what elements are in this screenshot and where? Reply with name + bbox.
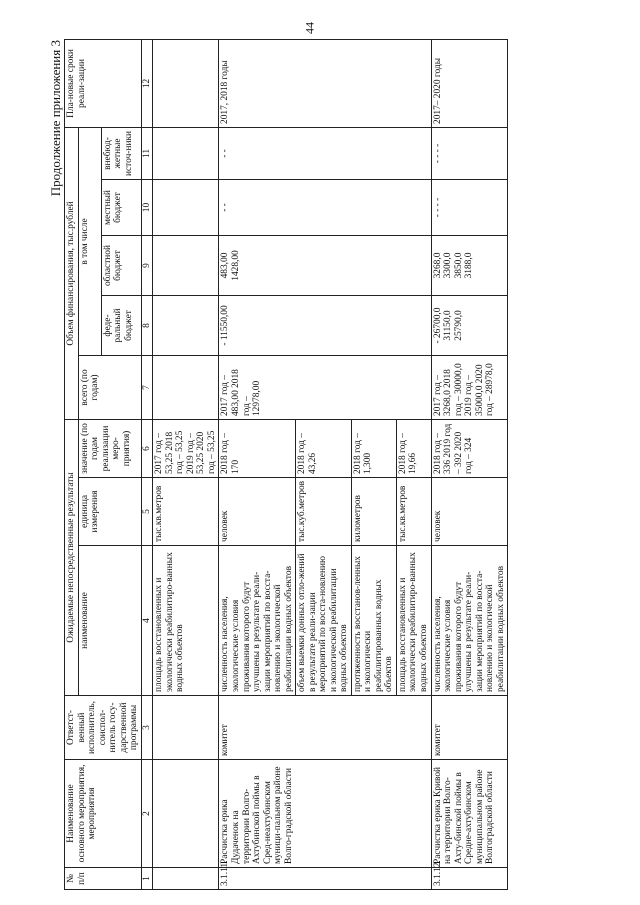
result-name: численность населения, экологические условия проживания которого будут улучшены в результате реали-зации мероприятий по восста-новлению и экологической реабилитации водных объектов [219,546,296,696]
result-unit: человек [219,478,296,546]
index-row [141,39,153,889]
index-cell: 10 [141,180,153,236]
index-cell: 5 [141,478,153,546]
index-cell: 11 [141,127,153,179]
table-row [153,39,219,889]
funding-local: - - [219,180,431,236]
header-value: значение (по годам реализации меро-приятия) [78,420,141,478]
result-name: объем выемки донных отло-жений в результате реали-зации мероприятий по восста-новлению и экологической реабилитации водных объектов [296,546,352,696]
row-number: 3.1.12. [431,868,508,890]
result-value: 2018 год – 1,300 [351,420,396,478]
result-unit: тыс.куб.метров [296,478,352,546]
index-cell: 6 [141,420,153,478]
funding-regional: 483,00 1428,00 [219,236,431,296]
table-row [431,39,508,889]
result-value: 2018 год – 170 [219,420,296,478]
header-funding: Объем финансирования, тыс.рублей [65,127,79,419]
result-unit: человек [431,478,508,546]
result-name: численность населения, экологические условия проживания которого будут улучшены в результате реали-зации мероприятий по восста-новлению и экологической реабилитации водных объектов [431,546,508,696]
activity-name: Расчистка ерика Дудаченок на территории Волго-Ахтубинской поймы в Сред-неахтубинском муници-пальном районе Волго-градской области [219,760,431,868]
header-unit: единица измерения [78,478,141,546]
continuation-title: Продолжение приложения 3 [48,40,63,197]
result-unit: тыс.кв.метров [396,478,431,546]
header-total: всего (по годам) [78,356,141,420]
program-table [64,39,508,890]
index-cell: 4 [141,546,153,696]
funding-local: - - - - [431,180,508,236]
funding-federal: - 11550,00 [219,296,431,356]
executor: комитет [219,696,431,760]
header-local: местный бюджет [101,180,141,236]
funding-total: 2017 год – 483,00 2018 год – 12978,00 [219,356,431,420]
index-cell: 2 [141,760,153,868]
funding-federal: - 26700,0 31150,0 25790,0 [431,296,508,356]
funding-regional: 3268,0 3300,0 3850,0 3188,0 [431,236,508,296]
funding-extra: - - - - [431,127,508,179]
table-row [219,39,296,889]
header-regional: областной бюджет [101,236,141,296]
executor: комитет [431,696,508,760]
result-name: протяженность восстанов-ленных и экологически реабилитированных водных объектов [351,546,396,696]
index-cell: 12 [141,39,153,127]
header-no: № п/п [65,868,142,890]
result-unit: километров [351,478,396,546]
header-extra: внебюд-жетные источ-ники [101,127,141,179]
header-including: в том числе [78,127,101,355]
terms: 2017, 2018 годы [219,39,431,127]
funding-extra: - - [219,127,431,179]
index-cell: 7 [141,356,153,420]
header-expected-results: Ожидаемые непосредственные результаты [65,420,79,696]
index-cell: 9 [141,236,153,296]
result-name: площадь восстановленных и экологически реабилитиро-ванных водных объектов [396,546,431,696]
result-value: 2018 год – 336 2019 год – 392 2020 год – 324 [431,420,508,478]
page-number: 44 [302,22,317,34]
result-unit: тыс.кв.метров [153,478,219,546]
result-value: 2018 год – 43,26 [296,420,352,478]
index-cell: 8 [141,296,153,356]
rotated-content [50,40,615,890]
header-terms: Пла-новые сроки реали-зации [65,39,142,127]
header-name: Наименование основного мероприятия, мероприятия [65,760,142,868]
funding-total: 2017 год – 3268,0 2018 год – 30000,0 2019 год – 35000,0 2020 год – 28978,0 [431,356,508,420]
result-value: 2018 год – 19,66 [396,420,431,478]
header-result-name: наименование [78,546,141,696]
index-cell: 3 [141,696,153,760]
header-federal: феде-ральный бюджет [101,296,141,356]
result-name: площадь восстановленных и экологически реабилитиро-ванных водных объектов [153,546,219,696]
index-cell: 1 [141,868,153,890]
header-executor: Ответст-венный исполнитель, соиспол-нитель госу-дарственной программы [65,696,142,760]
row-number: 3.1.11. [219,868,431,890]
result-value: 2017 год – 53,25 2018 год – 53,25 2019 год – 53,25 2020 год – 53,25 [153,420,219,478]
activity-name: Расчистка ерика Кривой на территории Волго-Ахту-бинской поймы в Средне-ахтубинском муниципальном районе Волгоградской области [431,760,508,868]
terms: 2017– 2020 годы [431,39,508,127]
